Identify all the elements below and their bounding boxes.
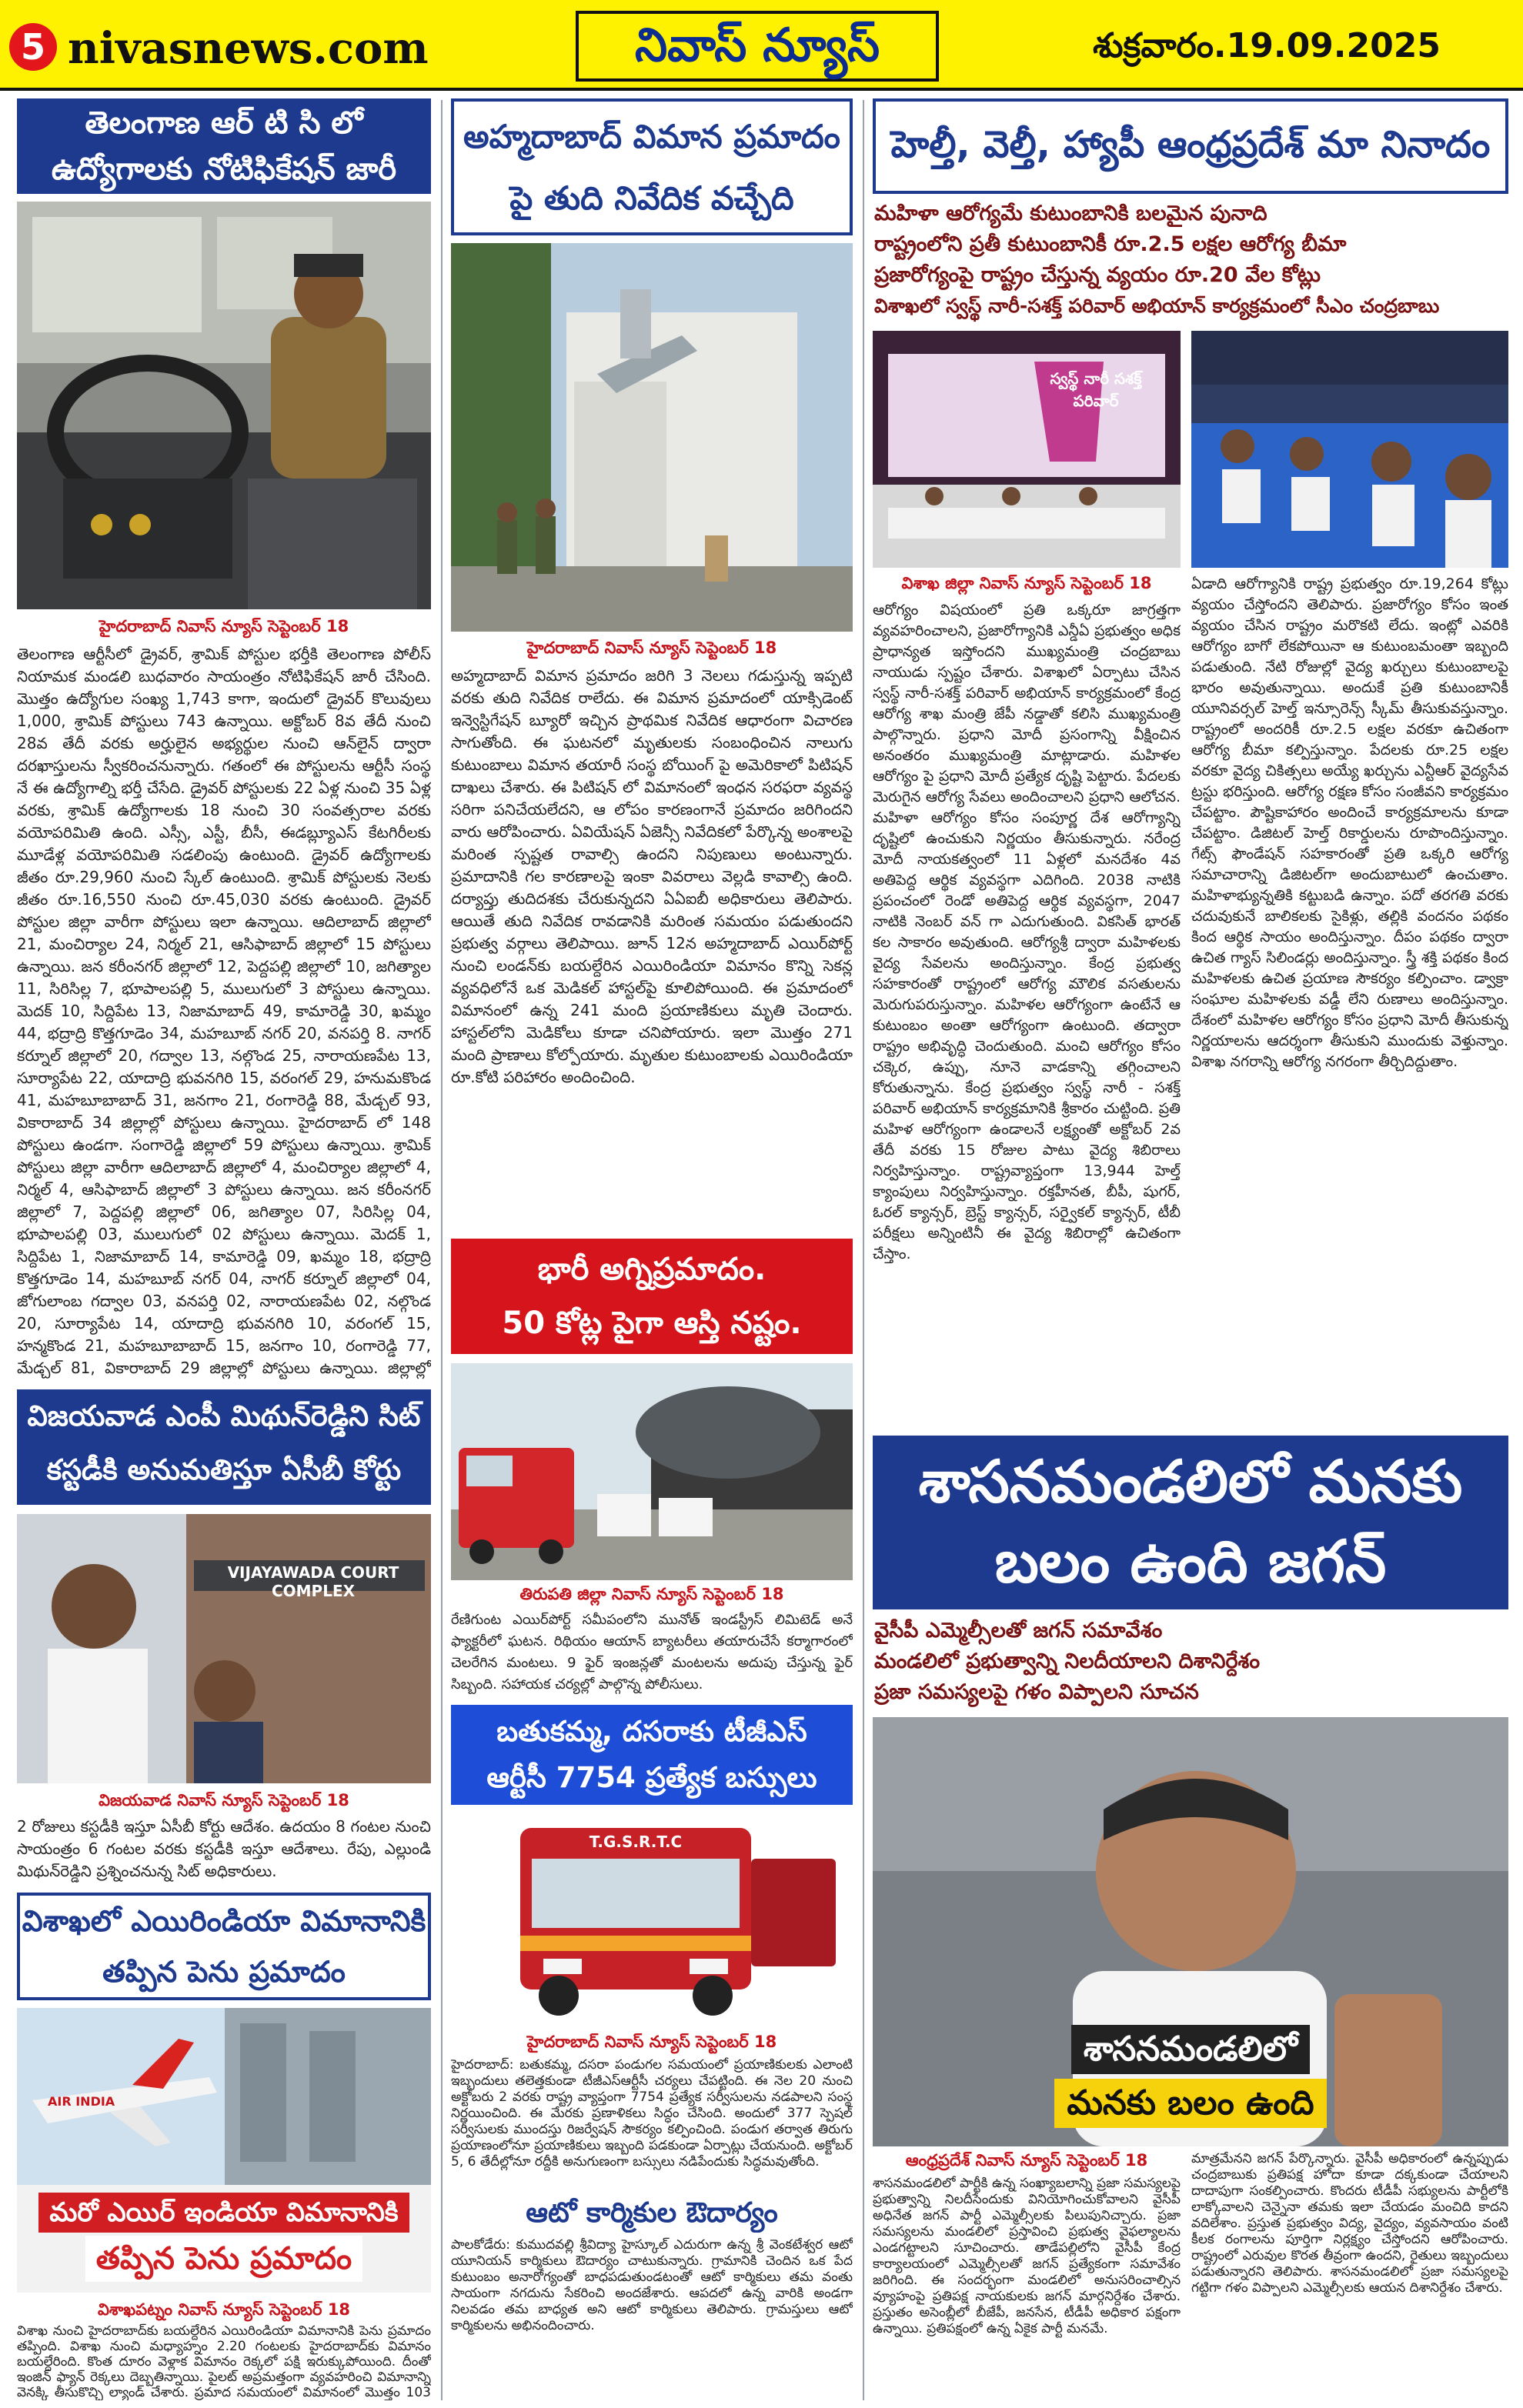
jagan-sub-2: మండలిలో ప్రభుత్వాన్ని నిలదీయాలని దిశానిర్దేశం: [874, 1649, 1261, 1673]
jagan-photo-line2: మనకు బలం ఉంది: [1054, 2079, 1326, 2128]
healthy-ap-caption: విశాఖ జిల్లా నివాస్ న్యూస్ సెప్టెంబర్ 18: [901, 574, 1152, 592]
swasth-nari-banner-text: స్వస్థ్ నారీ సశక్త్ పరివార్: [1050, 369, 1142, 410]
jagan-sub-1: వైసీపీ ఎమ్మెల్సీలతో జగన్ సమావేశం: [874, 1619, 1163, 1643]
column-rule: [863, 100, 864, 2400]
stage-event-illustration: [873, 331, 1181, 568]
page-number: 5: [9, 23, 57, 71]
fire-headline-line1: భారీ అగ్నిప్రమాదం.: [537, 1252, 767, 1287]
healthy-ap-body-right: ఏడాది ఆరోగ్యానికి రాష్ట్ర ప్రభుత్వం రూ.19,264 కోట్లు వ్యయం చేస్తోందని తెలిపారు. ప్రజారోగ్యం కోసం ఇంత వ్యయం చేసిన రాష్ట్రం మరొకటి లేదు. ఇంట్లో ఎవరికి ఆరోగ్యం బాగో లేకపోయినా ఆ కుటుంబమంతా ఇబ్బంది పడుతుంది. నేటి రోజుల్లో వైద్య ఖర్చులు కుటుంబాలపై భారం అవుతున్నాయి. అందుకే ప్రతి కుటుంబానికీ యూనివర్సల్ హెల్త్ ఇన్సూరెన్స్ స్కీమ్ తీసుకువస్తున్నాం. రాష్ట్రంలో అందరికీ రూ.2.5 లక్షల వరకూ ఉచితంగా ఆరోగ్య బీమా కల్పిస్తున్నాం. పేదలకు రూ.25 లక్షల వరకూ వైద్య చికిత్సలు అయ్యే ఖర్చును ఎన్టీఆర్ వైద్యసేవ ట్రస్టు భరిస్తుంది. ఆరోగ్య రక్షణ కోసం సంజీవని కార్యక్రమం చేపట్టాం. పౌష్టికాహారం అందించే కార్యక్రమాలను కూడా చేపట్టాం. డిజిటల్ హెల్త్ రికార్డులను రూపొందిస్తున్నాం. గేట్స్ ఫౌండేషన్ సహకారంతో ప్రతి ఒక్కరి ఆరోగ్య సమాచారాన్ని డిజిటల్‌గా అందుబాటులో ఉంచుతాం. మహిళాభ్యున్నతికి కట్టుబడి ఉన్నాం. పదో తరగతి వరకు చదువుకునే బాలికలకు సైకిళ్లు, తల్లికి వందనం పథకం కింద ఆర్థిక సాయం అందిస్తున్నాం. దీపం పథకం ద్వారా ఉచిత గ్యాస్ సిలిండర్లు అందిస్తున్నాం. స్త్రీ శక్తి పథకం కింద మహిళలకు ఉచిత ప్రయాణ సౌకర్యం కల్పించాం. డ్వాక్రా సంఘాల మహిళలకు వడ్డీ లేని రుణాలు అందిస్తున్నాం. దేశంలో మహిళల ఆరోగ్యం కోసం ప్రధాని మోదీ తీసుకున్న నిర్ణయాలను ఆదర్శంగా తీసుకుని ముందుకు వెళ్తున్నాం. విశాఖ నగరాన్ని ఆరోగ్య నగరంగా తీర్చిదిద్దుతాం.: [1191, 575, 1508, 1070]
fire-scene-illustration: [451, 1363, 853, 1580]
brand-title: నివాస్ న్యూస్: [576, 11, 939, 82]
ahmedabad-headline: అహ్మదాబాద్ విమాన ప్రమాదం పై తుది నివేదిక వచ్చేది: [451, 98, 853, 235]
jagan-photo-overlay: [873, 2025, 1508, 2128]
plane-livery-text: AIR INDIA: [48, 2094, 115, 2109]
mithun-caption: విజయవాడ నివాస్ న్యూస్ సెప్టెంబర్ 18: [99, 1791, 349, 1809]
air-india-banner: [17, 2193, 431, 2285]
tsrtc-caption: హైదరాబాద్ నివాస్ న్యూస్ సెప్టెంబర్ 18: [99, 617, 349, 635]
jagan-body-left: శాసనమండలిలో పార్టీకి ఉన్న సంఖ్యాబలాన్ని ప్రజా సమస్యలపై ప్రభుత్వాన్ని నిలదీసేందుకు వినియోగించుకోవాలని వైసీపీ అధినేత జగన్ పార్టీ ఎమ్మెల్సీలకు పిలుపునిచ్చారు. ప్రజా సమస్యలను మండలిలో ప్రస్తావించి ప్రభుత్వ వైఫల్యాలను ఎండగట్టాలని సూచించారు. తాడేపల్లిలోని వైసీపీ కేంద్ర కార్యాలయంలో ఎమ్మెల్సీలతో జగన్ ప్రత్యేకంగా సమావేశం జరిగింది. ఈ సందర్భంగా మండలిలో అనుసరించాల్సిన వ్యూహంపై ప్రతిపక్ష నాయకులకు జగన్ మార్గనిర్దేశం చేశారు. ప్రస్తుతం అసెంబ్లీలో బీజేపీ, జనసేన, టీడీపీ అధికార పక్షంగా ఉన్నాయి. ప్రతిపక్షంలో ఉన్న ఏకైక పార్టీ మనమే.: [873, 2176, 1181, 2336]
jagan-subheads: [874, 1616, 1508, 1711]
dateline: శుక్రవారం.19.09.2025: [1093, 26, 1441, 65]
tsrtc-body: తెలంగాణ ఆర్టీసీలో డ్రైవర్, శ్రామిక్ పోస్టుల భర్తీకి తెలంగాణ పోలీస్ నియామక మండలి బుధవారం సాయంత్రం నోటిఫికేషన్ జారీ చేసింది. మొత్తం ఉద్యోగుల సంఖ్య 1,743 కాగా, ఇందులో డ్రైవర్ కొలువులు 1,000, శ్రామిక్ పోస్టులు 743 ఉన్నాయి. అక్టోబర్ 8వ తేదీ నుంచి 28వ తేదీ వరకు అర్హులైన అభ్యర్థుల నుంచి ఆన్‌లైన్ ద్వారా దరఖాస్తులను స్వీకరించనున్నారు. గతంలో ఈ పోస్టులను ఆర్టీసీ సంస్థ నే ఈ ఉద్యోగాల్ని భర్తీ చేసేది. డ్రైవర్ పోస్టులకు 22 ఏళ్ల నుంచి 35 ఏళ్ల వరకు, శ్రామిక్ ఉద్యోగాలకు 18 నుంచి 30 సంవత్సరాల వరకు వయోపరిమితి ఉంది. ఎస్సీ, ఎస్టీ, బీసీ, ఈడబ్ల్యూఎస్ కేటగిరీలకు మూడేళ్ల వయోపరిమితి సడలింపు ఉంటుంది. డ్రైవర్ ఉద్యోగాలకు జీతం రూ.29,960 నుంచి స్కేల్ ఉంటుంది. శ్రామిక్ పోస్టులకు నెలకు జీతం రూ.16,550 నుంచి రూ.45,030 వరకు ఉంటుంది. డ్రైవర్ పోస్టుల జిల్లా వారీగా పోస్టులు ఇలా ఉన్నాయి. ఆదిలాబాద్ జిల్లాలో 21, మంచిర్యాల 24, నిర్మల్ 21, ఆసిఫాబాద్ జిల్లాలో 15 పోస్టులు ఉన్నాయి. జన కరీంనగర్ జిల్లాలో 12, పెద్దపల్లి జిల్లాలో 10, జగిత్యాల 11, సిరిసిల్ల 7, భూపాలపల్లి 5, ములుగులో 3 పోస్టులు ఉన్నాయి. మెదక్ 10, సిద్దిపేట 13, నిజామాబాద్ 49, కామారెడ్డి 30, ఖమ్మం 44, భద్రాద్రి కొత్తగూడెం 34, మహబూబ్ నగర్ 20, వనపర్తి 8. నాగర్ కర్నూల్ జిల్లాలో 20, గద్వాల 13, నల్గొండ 25, నారాయణపేట 13, సూర్యాపేట 22, యాదాద్రి భువనగిరి 15, వరంగల్ 29, హనుమకొండ 41, మహబూబాబాద్ 31, జనగాం 21, రంగారెడ్డి 88, మేడ్చల్ 93, వికారాబాద్ 34 జిల్లాల్లో పోస్టులు ఉన్నాయి. హైదరాబాద్ లో 148 పోస్టులు ఉండగా. సంగారెడ్డి జిల్లాలో 59 పోస్టులు ఉన్నాయి. శ్రామిక్ పోస్టులు జిల్లా వారీగా ఆదిలాబాద్ జిల్లాలో 4, మంచిర్యాల జిల్లాలో 4, నిర్మల్ 4, ఆసిఫాబాద్ జిల్లాలో 3 పోస్టులు ఉన్నాయి. జన కరీంనగర్ జిల్లాలో 7, పెద్దపల్లి జిల్లాలో 06, జగిత్యాల 07, సిరిసిల్ల 04, భూపాలపల్లి 03, ములుగులో 02 పోస్టులు ఉన్నాయి. మెదక్ 1, సిద్దిపేట 1, నిజామాబాద్ 14, కామారెడ్డి 09, ఖమ్మం 18, భద్రాద్రి కొత్తగూడెం 14, మహబూబ్ నగర్ 04, నాగర్ కర్నూల్ జిల్లాలో 04, జోగులాంబ గద్వాల 03, వనపర్తి 02, నారాయణపేట 02, నల్గొండ 20, సూర్యాపేట 14, యాదాద్రి భువనగిరి 10, వరంగల్ 15, హన్మకొండ 21, మహబూబాబాద్ 15, జనగాం 10, రంగారెడ్డి 77, మేడ్చల్ 81, వికారాబాద్ 29 జిల్లాల్లో పోస్టులు ఉన్నాయి. జిల్లాల్లో: [17, 645, 431, 1377]
auto-body: పాలకోడేరు: కుముదవల్లి శ్రీవిద్యా హైస్కూల్ ఎదురుగా ఉన్న శ్రీ వెంకటేశ్వర ఆటో యూనియన్ కార్మికులు ఔదార్యం చాటుకున్నారు. గ్రామానికి చెందిన ఒక పేద కుటుంబం అనారోగ్యంతో బాధపడుతుండటంతో ఆటో కార్మికులు తమ వంతు సాయంగా నగదును సేకరించి అందజేశారు. ఆపదలో ఉన్న వారికి అండగా నిలవడం తమ బాధ్యత అని ఆటో కార్మికులు తెలిపారు. గ్రామస్తులు ఆటో కార్మికులను అభినందించారు.: [451, 2237, 853, 2333]
jagan-sub-3: ప్రజా సమస్యలపై గళం విప్పాలని సూచన: [874, 1680, 1199, 1704]
bathukamma-headline-line1: బతుకమ్మ, దసరాకు టీజీఎస్: [496, 1715, 807, 1748]
healthy-ap-sub-4: విశాఖలో స్వస్థ్ నారీ-సశక్త్ పరివార్ అభియాన్ కార్యక్రమంలో సీఎం చంద్రబాబు: [874, 295, 1440, 317]
air-india-headline: విశాఖలో ఎయిరిండియా విమానానికి తప్పిన పెను ప్రమాదం: [17, 1893, 431, 2000]
jagan-headline: శాసనమండలిలో మనకు బలం ఉంది జగన్: [873, 1436, 1508, 1609]
air-india-banner-line1: మరో ఎయిర్ ఇండియా విమానానికి: [38, 2193, 409, 2233]
healthy-ap-sub-2: రాష్ట్రంలోని ప్రతీ కుటుంబానికీ రూ.2.5 లక్షల ఆరోగ్య బీమా: [874, 232, 1347, 256]
healthy-ap-subheads: [874, 198, 1508, 326]
fire-body: రేణిగుంట ఎయిర్‌పోర్ట్ సమీపంలోని మునోత్ ఇండస్ట్రీస్ లిమిటెడ్ అనే ఫ్యాక్టరీలో ఘటన. రిథియం ఆయాన్ బ్యాటరీలు తయారుచేసే కర్మాగారంలో చెలరేగిన మంటలు. 9 ఫైర్ ఇంజన్లతో మంటలను అదుపు చేస్తున్న ఫైర్ సిబ్బంది. సహాయక చర్యల్లో పాల్గొన్న పోలీసులు.: [451, 1612, 853, 1693]
tsrtc-bus-driver-photo: [17, 202, 431, 609]
air-india-banner-line2: తప్పిన పెను ప్రమాదం: [85, 2236, 362, 2282]
fire-headline: [451, 1239, 853, 1354]
healthy-ap-body-left: ఆరోగ్యం విషయంలో ప్రతి ఒక్కరూ జాగ్రత్తగా వ్యవహరించాలని, ప్రజారోగ్యానికి ఎన్డీఏ ప్రభుత్వం అధిక ప్రాధాన్యత ఇస్తోందని ముఖ్యమంత్రి చంద్రబాబు నాయుడు స్పష్టం చేశారు. విశాఖలో ఏర్పాటు చేసిన స్వస్థ్ నారీ-సశక్త్ పరివార్ అభియాన్ కార్యక్రమంలో కేంద్ర ఆరోగ్య శాఖ మంత్రి జేపీ నడ్డాతో కలిసి ముఖ్యమంత్రి పాల్గొన్నారు. ప్రధాని మోదీ ప్రసంగాన్ని వీక్షించిన అనంతరం ముఖ్యమంత్రి మాట్లాడారు. మహిళల ఆరోగ్యం పై ప్రధాని మోదీ ప్రత్యేక దృష్టి పెట్టారు. పేదలకు మెరుగైన ఆరోగ్య సేవలు అందించాలని ప్రధాని ఆలోచన. మహిళా ఆరోగ్యం కోసం సంపూర్ణ దేశ ఆరోగ్యాన్ని దృష్టిలో ఉంచుకుని నిర్ణయం తీసుకున్నారు. నరేంద్ర మోదీ నాయకత్వంలో 11 ఏళ్లలో మనదేశం 4వ అతిపెద్ద ఆర్థిక వ్యవస్థగా ఎదిగింది. 2038 నాటికి ప్రపంచంలో రెండో అతిపెద్ద ఆర్థిక వ్యవస్థగా, 2047 నాటికి నెంబర్ వన్ గా ఎదుగుతుంది. వికసిత్ భారత్ కల సాకారం అవుతుంది. ఆరోగ్యశ్రీ ద్వారా మహిళలకు వైద్య సేవలను అందిస్తున్నాం. కేంద్ర ప్రభుత్వ సహకారంతో రాష్ట్రంలో ఆరోగ్య మౌలిక వసతులను మెరుగుపరుస్తున్నాం. మహిళల ఆరోగ్యంగా ఉంటేనే ఆ కుటుంబం అంతా ఆరోగ్యంగా ఉంటుంది. తద్వారా రాష్ట్రం అభివృద్ధి చెందుతుంది. మంచి ఆరోగ్యం కోసం చక్కెర, ఉప్పు, నూనె వాడకాన్ని తగ్గించాలని కోరుతున్నాను. కేంద్ర ప్రభుత్వం స్వస్థ్ నారీ - సశక్త్ పరివార్ అభియాన్ కార్యక్రమానికి శ్రీకారం చుట్టింది. ప్రతి మహిళ ఆరోగ్యంగా ఉండాలనే లక్ష్యంతో అక్టోబర్ 2వ తేదీ వరకు 15 రోజుల పాటు వైద్య శిబిరాలు నిర్వహిస్తున్నాం. రాష్ట్రవ్యాప్తంగా 13,944 హెల్త్ క్యాంపులు నిర్వహిస్తున్నాం. రక్తహీనత, బీపీ, షుగర్, ఓరల్ క్యాన్సర్, బ్రెస్ట్ క్యాన్సర్, సర్వైకల్ క్యాన్సర్, టీబీ పరీక్షలు అన్నింటినీ ఈ వైద్య శిబిరాల్లో ఉచితంగా చేస్తాం.: [873, 602, 1181, 1262]
bathukamma-caption: హైదరాబాద్ నివాస్ న్యూస్ సెప్టెంబర్ 18: [526, 2033, 777, 2051]
audience-illustration: [1191, 331, 1508, 568]
ahmedabad-crash-photo: [451, 243, 853, 632]
healthy-ap-sub-1: మహిళా ఆరోగ్యమే కుటుంబానికి బలమైన పునాది: [874, 202, 1267, 225]
bathukamma-headline: [451, 1705, 853, 1805]
swasth-nari-stage-photo: [873, 331, 1181, 568]
mithun-photo: [17, 1514, 431, 1783]
bathukamma-headline-line2: ఆర్టీసీ 7754 ప్రత్యేక బస్సులు: [486, 1761, 817, 1794]
audience-photo: [1191, 331, 1508, 568]
tsrtc-headline: తెలంగాణ ఆర్ టి సి లో ఉద్యోగాలకు నోటిఫికేషన్ జారీ: [17, 98, 431, 194]
healthy-ap-sub-3: ప్రజారోగ్యంపై రాష్ట్రం చేస్తున్న వ్యయం రూ.20 వేల కోట్లు: [874, 263, 1321, 287]
ahmedabad-caption: హైదరాబాద్ నివాస్ న్యూస్ సెప్టెంబర్ 18: [526, 639, 777, 657]
bus-board: T.G.S.R.T.C: [589, 1833, 683, 1851]
mithun-headline: విజయవాడ ఎంపీ మిథున్‌రెడ్డిని సిట్ కస్టడీకి అనుమతిస్తూ ఏసీబీ కోర్టు: [17, 1389, 431, 1505]
mithun-body: 2 రోజులు కస్టడీకి ఇస్తూ ఏసీబీ కోర్టు ఆదేశం. ఉదయం 8 గంటల నుంచి సాయంత్రం 6 గంటల వరకు కస్టడీకి ఇస్తూ ఆదేశాలు. రేపు, ఎల్లుండి మిథున్‌రెడ్డిని ప్రశ్నించనున్న సిట్ అధికారులు.: [17, 1817, 431, 1880]
bus-driver-illustration: [17, 202, 431, 609]
jagan-photo: [873, 1717, 1508, 2146]
fire-caption: తిరుపతి జిల్లా నివాస్ న్యూస్ సెప్టెంబర్ 18: [519, 1585, 784, 1603]
court-complex-illustration: [17, 1514, 431, 1783]
auto-headline: ఆటో కార్మికుల ఔదార్యం: [526, 2197, 778, 2229]
jagan-photo-line1: శాసనమండలిలో: [1071, 2025, 1310, 2074]
jagan-body-right: మాత్రమేనని జగన్ పేర్కొన్నారు. వైసీపీ అధికారంలో ఉన్నప్పుడు చంద్రబాబుకు ప్రతిపక్ష హోదా కూడా దక్కకుండా చేయాలని దాదాపుగా సంకల్పించారు. కొందరు టీడీపీ సభ్యులను పార్టీలోకి లాక్కోవాలని చెన్నైనా తమకు ఇలా చేయడం మంచిది కాదని వదిలేశాం. ప్రస్తుత ప్రభుత్వం విద్య, వైద్యం, వ్యవసాయం వంటి కీలక రంగాలను పూర్తిగా నిర్లక్ష్యం చేస్తోందని ఆరోపించారు. రాష్ట్రంలో ఎరువుల కొరత తీవ్రంగా ఉందని, రైతులు ఇబ్బందులు పడుతున్నారని తెలిపారు. శాసనమండలిలో ప్రజా సమస్యలపై గట్టిగా గళం విప్పాలని ఎమ్మెల్సీలకు ఆయన దిశానిర్దేశం చేశారు.: [1191, 2151, 1508, 2296]
fire-headline-line2: 50 కోట్ల పైగా ఆస్తి నష్టం.: [502, 1306, 802, 1341]
ahmedabad-body: అహ్మదాబాద్ విమాన ప్రమాదం జరిగి 3 నెలలు గడుస్తున్న ఇప్పటి వరకు తుది నివేదిక రాలేదు. ఈ విమాన ప్రమాదంలో యాక్సిడెంట్ ఇన్వెస్టిగేషన్ బ్యూరో ఇచ్చిన ప్రాథమిక నివేదిక ఆధారంగా విచారణ సాగుతోంది. ఈ ఘటనలో మృతులకు సంబంధించిన నాలుగు కుటుంబాలు విమాన తయారీ సంస్థ బోయింగ్ పై అమెరికాలో పిటిషన్ దాఖలు చేశారు. ఈ పిటిషన్ లో విమానంలో ఇంధన సరఫరా వ్యవస్థ సరిగా పనిచేయలేదని, ఆ లోపం కారణంగానే ప్రమాదం జరిగిందని వారు ఆరోపించారు. ఏవియేషన్ ఏజెన్సీ నివేదికలో పేర్కొన్న అంశాలపై మరింత స్పష్టత రావాల్సి ఉందని నిపుణులు అంటున్నారు. ప్రమాదానికి గల కారణాలపై ఇంకా వివరాలు వెల్లడి కావాల్సి ఉంది. దర్యాప్తు తుదిదశకు చేరుకున్నదని ఏఏఐబీ అధికారులు తెలిపారు. ఆయితే తుది నివేదిక రావడానికి మరింత సమయం పడుతుందని ప్రభుత్వ వర్గాలు తెలిపాయి. జూన్ 12న అహ్మదాబాద్ ఎయిర్‌పోర్ట్ నుంచి లండన్‌కు బయల్దేరిన ఎయిరిండియా విమానం కొన్ని సెకన్ల వ్యవధిలోనే ఒక మెడికల్ హాస్టల్‌పై కూలిపోయింది. ఈ ప్రమాదంలో విమానంలో ఉన్న 241 మంది ప్రయాణికులు మృతి చెందారు. హాస్టల్‌లోని మెడికోలు కూడా చనిపోయారు. ఇలా మొత్తం 271 మంది ప్రాణాలు కోల్పోయారు. మృతుల కుటుంబాలకు ఎయిరిండియా రూ.కోటి పరిహారం అందించింది.: [451, 666, 853, 1086]
fire-photo: [451, 1363, 853, 1580]
masthead: [0, 0, 1523, 91]
air-india-photo: [17, 2008, 431, 2293]
site-name[interactable]: nivasnews.com: [68, 23, 429, 74]
column-rule: [441, 100, 443, 2400]
court-complex-sign: VIJAYAWADA COURT COMPLEX: [227, 1563, 399, 1600]
bathukamma-body: హైదరాబాద్‌: బతుకమ్మ, దసరా పండుగల సమయంలో ప్రయాణికులకు ఎలాంటి ఇబ్బందులు తలెత్తకుండా టీజీఎస్‌ఆర్టీసీ చర్యలు చేపట్టింది. ఈ నెల 20 నుంచి అక్టోబరు 2 వరకు రాష్ట్ర వ్యాప్తంగా 7754 ప్రత్యేక సర్వీసులను నడపాలని సంస్థ నిర్ణయించింది. ఈ మేరకు ప్రణాళికలు సిద్ధం చేసింది. అందులో 377 స్పెషల్ సర్వీసులకు ముందస్తు రిజర్వేషన్ సౌకర్యం కల్పించింది. పండుగ తర్వాత తిరుగు ప్రయాణంలోనూ ప్రయాణికులు ఇబ్బంది పడకుండా ఏర్పాట్లు చేయనుంది. అక్టోబర్ 5, 6 తేదీల్లోనూ రద్దీకి అనుగుణంగా బస్సులు నడిపేందుకు సిద్ధమవుతోంది.: [451, 2057, 853, 2170]
healthy-ap-headline: హెల్తీ, వెల్తీ, హ్యాపీ ఆంధ్రప్రదేశ్ మా నినాదం: [873, 98, 1508, 194]
crash-site-illustration: [451, 243, 853, 632]
tgsrtc-bus-photo: [451, 1813, 853, 2028]
air-india-caption: విశాఖపట్నం నివాస్ న్యూస్ సెప్టెంబర్ 18: [97, 2300, 351, 2319]
jagan-caption: ఆంధ్రప్రదేశ్ నివాస్ న్యూస్ సెప్టెంబర్ 18: [905, 2151, 1148, 2170]
air-india-body: విశాఖ నుంచి హైదరాబాద్‌కు బయల్దేరిన ఎయిరిండియా విమానానికి పెను ప్రమాదం తప్పింది. విశాఖ నుంచి మధ్యాహ్నం 2.20 గంటలకు హైదరాబాద్‌కు విమానం బయల్దేరింది. కొంత దూరం వెళ్లాక విమానం రెక్కలో పక్షి ఇరుక్కుపోయింది. దీంతో ఇంజిన్ ఫ్యాన్ రెక్కలు దెబ్బతిన్నాయి. పైలట్ అప్రమత్తంగా వ్యవహరించి విమానాన్ని వెనక్కి తీసుకొచ్చి ల్యాండ్ చేశారు. ప్రమాద సమయంలో విమానంలో మొత్తం 103: [17, 2323, 431, 2400]
